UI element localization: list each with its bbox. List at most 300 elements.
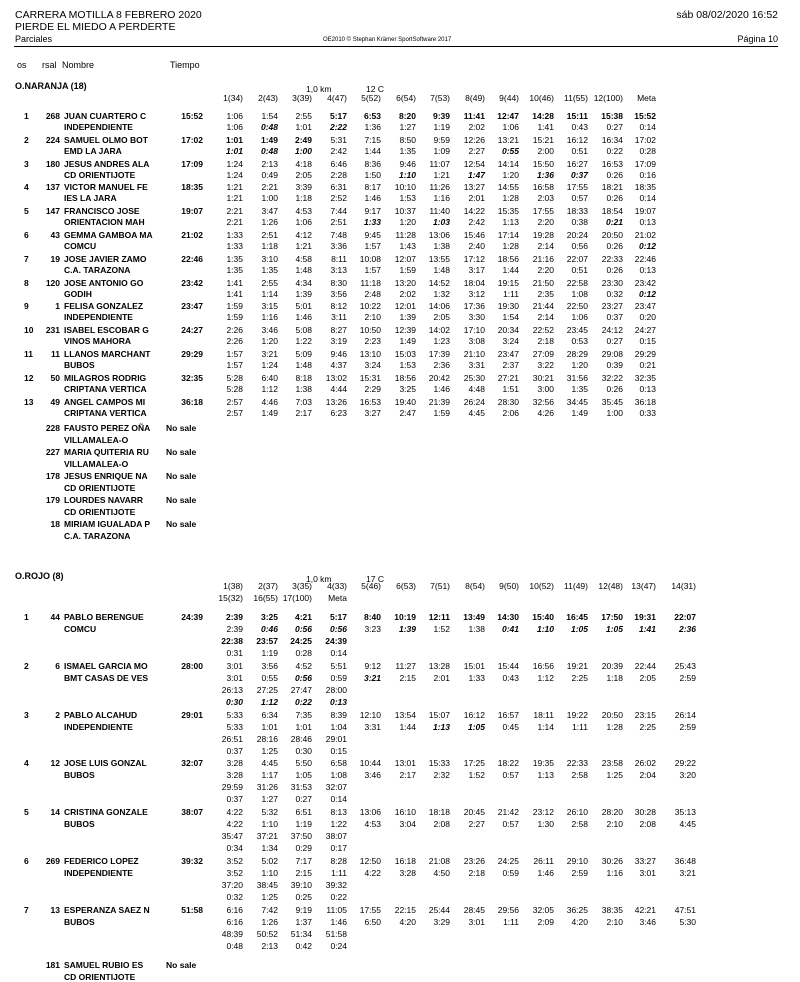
split-cumulative: 15:33 [428, 758, 450, 769]
split-cumulative: 6:46 [330, 158, 347, 169]
split-cumulative: 11:27 [395, 660, 416, 671]
split-leg: 2:04 [639, 770, 656, 781]
split-leg: 0:32 [606, 288, 623, 299]
split-leg: 2:05 [295, 169, 312, 180]
split-leg: 1:18 [606, 672, 623, 683]
split-leg: 0:21 [639, 360, 656, 370]
split-leg: 1:33 [363, 217, 381, 228]
split-cumulative: 16:56 [532, 660, 554, 671]
runner-time: 32:35 [181, 372, 203, 383]
split-cumulative: 20:24 [566, 230, 588, 240]
split-leg: 1:30 [537, 819, 554, 830]
runner-name: FAUSTO PEREZ OÑA [64, 423, 151, 434]
split-cumulative: 2:55 [295, 111, 312, 121]
runner-name: CRISTINA GONZALE [64, 807, 148, 818]
split-cumulative: 2:39 [225, 612, 243, 622]
runner-name: JUAN CUARTERO C [64, 111, 147, 121]
split-cumulative: 32:56 [532, 396, 554, 407]
split-cumulative: 3:01 [226, 660, 243, 671]
split-leg: 1:52 [468, 770, 485, 781]
split-leg: 1:08 [330, 770, 347, 781]
split-leg: 2:42 [468, 217, 485, 228]
split-leg: 1:10 [398, 169, 416, 180]
split-cumulative: 20:45 [463, 807, 485, 818]
split-leg: 1:05 [605, 624, 623, 634]
split-cumulative: 5:17 [329, 612, 347, 622]
split-leg: 3:11 [331, 312, 347, 323]
runner-pos: 1 [24, 111, 29, 121]
split-cumulative: 10:08 [359, 253, 381, 264]
split-cumulative: 20:34 [497, 325, 519, 336]
split-cumulative: 4:18 [295, 158, 312, 169]
split-leg-row2: 0:27 [295, 794, 312, 805]
runner-dorsal: 1 [55, 301, 60, 312]
split-cumulative: 2:55 [261, 277, 278, 288]
runner-pos: 11 [24, 349, 33, 359]
runner-pos: 4 [24, 182, 29, 193]
split-leg: 0:48 [260, 122, 278, 132]
split-cumulative: 24:27 [634, 325, 656, 336]
split-cumulative: 14:06 [428, 301, 450, 312]
split-leg: 1:49 [399, 336, 416, 347]
split-cumulative: 5:08 [295, 325, 312, 336]
split-cumulative: 4:21 [294, 612, 312, 622]
split-leg: 1:36 [536, 169, 554, 180]
split-cumulative: 12:11 [428, 612, 450, 622]
split-cumulative: 11:07 [429, 158, 450, 169]
group-controls-count: 17 C [366, 574, 384, 584]
split-cumulative: 17:55 [532, 206, 554, 217]
split-cumulative: 23:47 [634, 301, 656, 312]
split-leg: 4:22 [226, 819, 243, 830]
split-cumulative: 2:21 [261, 182, 278, 193]
split-cumulative: 16:12 [566, 134, 588, 145]
split-cumulative-row2: 28:46 [290, 733, 312, 744]
split-leg: 1:13 [432, 721, 450, 732]
split-leg: 2:18 [537, 336, 554, 347]
runner-pos: 2 [24, 134, 29, 145]
split-cumulative: 21:16 [532, 253, 554, 264]
runner-time: 21:02 [181, 230, 203, 240]
split-cumulative: 18:35 [634, 182, 656, 193]
runner-dorsal: 19 [50, 253, 60, 264]
col-dorsal-header: rsal [42, 60, 57, 70]
split-cumulative: 18:54 [601, 206, 623, 217]
split-leg: 0:55 [261, 672, 278, 683]
split-cumulative: 17:50 [601, 612, 623, 622]
split-leg: 0:27 [606, 122, 623, 132]
split-cumulative: 4:45 [261, 758, 278, 769]
split-leg-row2: 0:24 [330, 940, 347, 951]
split-cumulative: 6:40 [261, 372, 278, 383]
split-cumulative: 18:56 [497, 253, 519, 264]
runner-dorsal: 178 [45, 471, 60, 482]
split-leg: 1:13 [537, 770, 554, 781]
runner-club: INDEPENDIENTE [64, 721, 133, 732]
split-leg: 1:01 [295, 721, 312, 732]
split-cumulative: 8:13 [330, 807, 347, 818]
split-leg: 0:26 [606, 169, 623, 180]
split-cumulative: 16:58 [532, 182, 554, 193]
split-leg: 3:25 [399, 383, 416, 394]
runner-dorsal: 268 [45, 111, 60, 121]
split-cumulative: 3:25 [260, 612, 278, 622]
split-cumulative: 22:07 [566, 253, 588, 264]
split-leg: 2:36 [678, 624, 696, 634]
split-cumulative: 2:21 [226, 206, 243, 217]
split-leg: 0:46 [260, 624, 278, 634]
split-cumulative: 15:50 [532, 158, 554, 169]
control-header: 17(100) [282, 593, 312, 603]
split-leg: 1:59 [399, 264, 416, 275]
control-header: 12(48) [598, 581, 623, 591]
split-cumulative: 13:54 [394, 709, 416, 720]
split-leg: 0:22 [606, 145, 623, 156]
split-leg: 1:24 [261, 360, 278, 370]
split-cumulative: 23:42 [634, 277, 656, 288]
split-cumulative: 3:28 [226, 758, 243, 769]
split-cumulative: 8:17 [364, 182, 381, 193]
control-header: Meta [328, 593, 347, 603]
split-cumulative: 5:32 [261, 807, 278, 818]
split-cumulative: 2:13 [261, 158, 278, 169]
split-leg: 1:00 [606, 407, 623, 418]
split-cumulative: 5:33 [226, 709, 243, 720]
split-leg: 0:21 [605, 217, 623, 228]
split-cumulative: 19:35 [532, 758, 554, 769]
split-cumulative-row2: 37:20 [221, 880, 243, 890]
runner-time: 29:01 [181, 709, 203, 720]
split-cumulative: 22:33 [566, 758, 588, 769]
control-header: Meta [637, 93, 656, 103]
split-leg: 4:45 [468, 407, 485, 418]
split-cumulative: 17:10 [463, 325, 485, 336]
split-leg: 3:12 [468, 288, 485, 299]
split-cumulative: 2:49 [294, 134, 312, 145]
split-leg: 3:31 [468, 360, 485, 370]
split-leg: 2:00 [537, 145, 554, 156]
runner-dorsal: 2 [55, 709, 60, 720]
split-leg: 2:42 [330, 145, 347, 156]
split-leg: 3:46 [364, 770, 381, 781]
split-cumulative: 27:21 [497, 372, 519, 383]
split-leg: 3:46 [639, 916, 656, 927]
split-leg: 1:09 [433, 145, 450, 156]
split-cumulative: 12:39 [394, 325, 416, 336]
runner-name: LOURDES NAVARR [64, 495, 144, 506]
runner-dorsal: 269 [45, 856, 60, 866]
split-leg: 2:52 [330, 193, 347, 204]
runner-name: ISMAEL GARCIA MO [64, 660, 148, 671]
runner-name: JOSE ANTONIO GO [64, 277, 144, 288]
split-cumulative-row2: 29:01 [325, 733, 347, 744]
split-leg: 0:49 [261, 169, 278, 180]
control-header: 15(32) [218, 593, 243, 603]
split-cumulative: 15:03 [394, 349, 416, 359]
control-header: 7(53) [430, 93, 450, 103]
runner-club: BUBOS [64, 360, 95, 370]
split-leg: 2:05 [639, 672, 656, 683]
runner-pos: 5 [24, 807, 29, 818]
runner-dorsal: 137 [45, 182, 60, 193]
control-header: 11(49) [564, 581, 588, 591]
split-cumulative: 12:54 [463, 158, 485, 169]
split-cumulative: 21:10 [463, 349, 485, 359]
split-leg: 1:12 [537, 672, 554, 683]
split-cumulative: 11:40 [429, 206, 450, 217]
split-leg: 4:20 [571, 916, 588, 927]
split-cumulative: 26:14 [674, 709, 696, 720]
runner-dorsal: 14 [50, 807, 60, 818]
split-leg: 1:53 [399, 360, 416, 370]
split-cumulative: 23:58 [601, 758, 623, 769]
split-cumulative: 7:42 [261, 904, 278, 915]
runner-dorsal: 11 [51, 349, 60, 359]
split-cumulative: 23:45 [566, 325, 588, 336]
runner-status: No sale [166, 447, 197, 458]
split-cumulative-row2: 32:07 [325, 782, 347, 793]
control-header: 10(46) [529, 93, 554, 103]
split-cumulative: 1:35 [226, 253, 243, 264]
split-cumulative: 32:05 [532, 904, 554, 915]
split-cumulative: 22:33 [601, 253, 623, 264]
split-cumulative: 14:55 [497, 182, 519, 193]
split-leg-row2: 0:34 [226, 843, 243, 854]
control-header: 4(47) [327, 93, 347, 103]
split-cumulative: 16:10 [394, 807, 416, 818]
split-cumulative: 6:31 [330, 182, 347, 193]
split-leg: 0:48 [260, 145, 278, 156]
split-cumulative: 5:51 [330, 660, 347, 671]
runner-club: VILLAMALEA-O [64, 459, 129, 470]
runner-name: FRANCISCO JOSE [64, 206, 140, 217]
split-cumulative: 5:31 [330, 134, 347, 145]
split-leg: 0:13 [639, 383, 656, 394]
split-leg: 1:49 [571, 407, 588, 418]
split-leg: 0:38 [571, 217, 588, 228]
race-subtitle: PIERDE EL MIEDO A PERDERTE [15, 21, 176, 33]
split-leg-row2: 0:32 [226, 892, 243, 902]
runner-name: PABLO ALCAHUD [64, 709, 138, 720]
split-leg: 1:04 [330, 721, 347, 732]
split-cumulative: 13:27 [463, 182, 485, 193]
split-cumulative: 4:52 [295, 660, 312, 671]
split-cumulative-row2: 31:53 [290, 782, 312, 793]
split-cumulative: 36:25 [566, 904, 588, 915]
control-header: 13(47) [631, 581, 656, 591]
split-leg: 1:25 [606, 770, 623, 781]
split-cumulative: 1:57 [226, 349, 243, 359]
split-leg: 1:44 [364, 145, 381, 156]
group-distance: 1,0 km [306, 84, 332, 94]
split-leg: 3:27 [364, 407, 381, 418]
split-leg: 1:35 [226, 264, 243, 275]
split-cumulative: 3:15 [261, 301, 278, 312]
split-leg: 4:53 [364, 819, 381, 830]
split-leg: 2:58 [571, 819, 588, 830]
split-leg: 0:59 [330, 672, 347, 683]
split-leg: 0:14 [639, 193, 656, 204]
split-leg: 1:06 [502, 122, 519, 132]
runner-name: PABLO BERENGUE [64, 612, 144, 622]
split-leg: 1:44 [502, 264, 519, 275]
split-leg-row2: 0:37 [226, 794, 243, 805]
split-cumulative: 30:28 [634, 807, 656, 818]
split-leg: 2:59 [571, 868, 588, 878]
split-leg-row2: 1:27 [261, 794, 278, 805]
split-cumulative: 18:11 [533, 709, 554, 720]
split-leg: 1:49 [261, 407, 278, 418]
split-leg: 1:01 [225, 145, 243, 156]
split-leg: 1:54 [502, 312, 519, 323]
runner-dorsal: 18 [50, 519, 60, 530]
runner-name: JOSE JAVIER ZAMO [64, 253, 147, 264]
split-cumulative-row2: 26:51 [221, 733, 243, 744]
split-leg: 2:27 [468, 145, 485, 156]
split-cumulative: 22:44 [634, 660, 656, 671]
split-leg: 1:33 [226, 241, 243, 251]
split-leg: 1:46 [295, 312, 312, 323]
split-leg: 3:01 [226, 672, 243, 683]
split-cumulative: 26:10 [566, 807, 588, 818]
split-leg: 1:41 [638, 624, 656, 634]
split-cumulative: 21:44 [532, 301, 554, 312]
split-leg: 0:51 [571, 145, 588, 156]
split-cumulative: 8:39 [330, 709, 347, 720]
runner-time: 15:52 [181, 111, 203, 121]
split-leg: 0:56 [294, 672, 312, 683]
split-cumulative: 14:22 [463, 206, 485, 217]
split-cumulative: 10:50 [359, 325, 381, 336]
split-leg: 2:17 [295, 407, 312, 418]
split-cumulative: 25:43 [674, 660, 696, 671]
split-cumulative: 18:22 [497, 758, 519, 769]
runner-pos: 2 [24, 660, 29, 671]
split-leg: 6:16 [226, 916, 243, 927]
split-cumulative: 28:20 [601, 807, 623, 818]
runner-club: CRIPTANA VERTICA [64, 407, 147, 418]
split-leg: 2:28 [330, 169, 347, 180]
split-leg: 2:09 [537, 916, 554, 927]
split-cumulative: 16:18 [394, 856, 416, 866]
runner-club: ORIENTACION MAH [64, 217, 145, 228]
runner-time: 29:29 [181, 349, 203, 359]
split-leg-row2: 0:17 [330, 843, 347, 854]
control-header: 10(52) [529, 581, 554, 591]
split-cumulative: 24:12 [601, 325, 623, 336]
split-cumulative: 19:40 [394, 396, 416, 407]
split-cumulative: 1:54 [261, 111, 278, 121]
split-cumulative: 26:24 [463, 396, 485, 407]
split-leg: 0:14 [639, 122, 656, 132]
split-leg: 1:38 [295, 383, 312, 394]
split-cumulative: 29:22 [674, 758, 696, 769]
split-cumulative: 5:01 [295, 301, 312, 312]
split-leg: 1:28 [502, 241, 519, 251]
runner-club: CD ORIENTIJOTE [64, 507, 136, 518]
split-cumulative: 14:02 [428, 325, 450, 336]
split-cumulative-row2: 27:25 [256, 684, 278, 695]
split-cumulative: 23:12 [532, 807, 554, 818]
split-cumulative: 9:19 [295, 904, 312, 915]
runner-name: SAMUEL RUBIO ES [64, 959, 144, 970]
split-leg: 1:13 [502, 217, 519, 228]
split-leg: 1:50 [364, 169, 381, 180]
split-leg: 2:01 [433, 672, 450, 683]
split-cumulative: 13:28 [428, 660, 450, 671]
runner-dorsal: 50 [50, 372, 60, 383]
split-leg: 2:06 [502, 407, 519, 418]
split-leg: 6:50 [364, 916, 381, 927]
split-leg: 1:37 [295, 916, 312, 927]
split-cumulative-row2: 39:32 [325, 880, 347, 890]
runner-time: 24:39 [181, 612, 203, 622]
runner-dorsal: 120 [45, 277, 60, 288]
split-leg: 2:25 [571, 672, 588, 683]
split-cumulative: 25:30 [463, 372, 485, 383]
split-leg: 2:39 [226, 624, 243, 634]
runner-name: GEMMA GAMBOA MA [64, 230, 153, 240]
runner-club: BUBOS [64, 819, 95, 830]
split-leg: 0:33 [639, 407, 656, 418]
split-cumulative: 2:26 [226, 325, 243, 336]
split-cumulative: 18:33 [566, 206, 588, 217]
split-cumulative: 13:26 [325, 396, 347, 407]
runner-pos: 6 [24, 856, 29, 866]
split-cumulative: 1:24 [226, 158, 243, 169]
split-leg: 1:06 [571, 312, 588, 323]
runner-status: No sale [166, 959, 197, 970]
split-cumulative: 17:55 [359, 904, 381, 915]
split-cumulative: 8:18 [295, 372, 312, 383]
split-cumulative: 3:52 [226, 856, 243, 866]
split-leg: 1:38 [468, 624, 485, 634]
split-cumulative: 8:27 [330, 325, 347, 336]
split-cumulative: 12:07 [394, 253, 416, 264]
runner-time: 23:42 [181, 277, 203, 288]
split-leg: 0:26 [606, 241, 623, 251]
split-cumulative: 4:34 [295, 277, 312, 288]
split-leg: 4:45 [679, 819, 696, 830]
split-leg: 1:57 [226, 360, 243, 370]
split-leg: 3:01 [639, 868, 656, 878]
split-leg: 0:56 [571, 241, 588, 251]
split-cumulative: 23:26 [463, 856, 485, 866]
split-cumulative: 32:35 [634, 372, 656, 383]
split-leg: 1:11 [331, 868, 347, 878]
runner-club: COMCU [64, 624, 97, 634]
split-cumulative: 15:40 [532, 612, 554, 622]
split-cumulative: 18:04 [463, 277, 485, 288]
split-cumulative: 9:46 [399, 158, 416, 169]
split-leg: 1:46 [433, 383, 450, 394]
split-cumulative: 17:25 [463, 758, 485, 769]
runner-club: INDEPENDIENTE [64, 312, 133, 323]
split-cumulative: 10:37 [394, 206, 416, 217]
runner-pos: 1 [24, 612, 29, 622]
split-cumulative: 8:50 [399, 134, 416, 145]
split-leg: 1:19 [433, 122, 450, 132]
split-leg: 1:35 [261, 264, 278, 275]
split-cumulative: 22:52 [532, 325, 554, 336]
split-cumulative: 17:02 [634, 134, 656, 145]
runner-dorsal: 227 [45, 447, 60, 458]
split-leg: 5:30 [679, 916, 696, 927]
split-leg: 1:10 [261, 868, 278, 878]
split-leg: 0:56 [329, 624, 347, 634]
split-leg: 1:11 [572, 721, 588, 732]
split-leg: 1:05 [570, 624, 588, 634]
